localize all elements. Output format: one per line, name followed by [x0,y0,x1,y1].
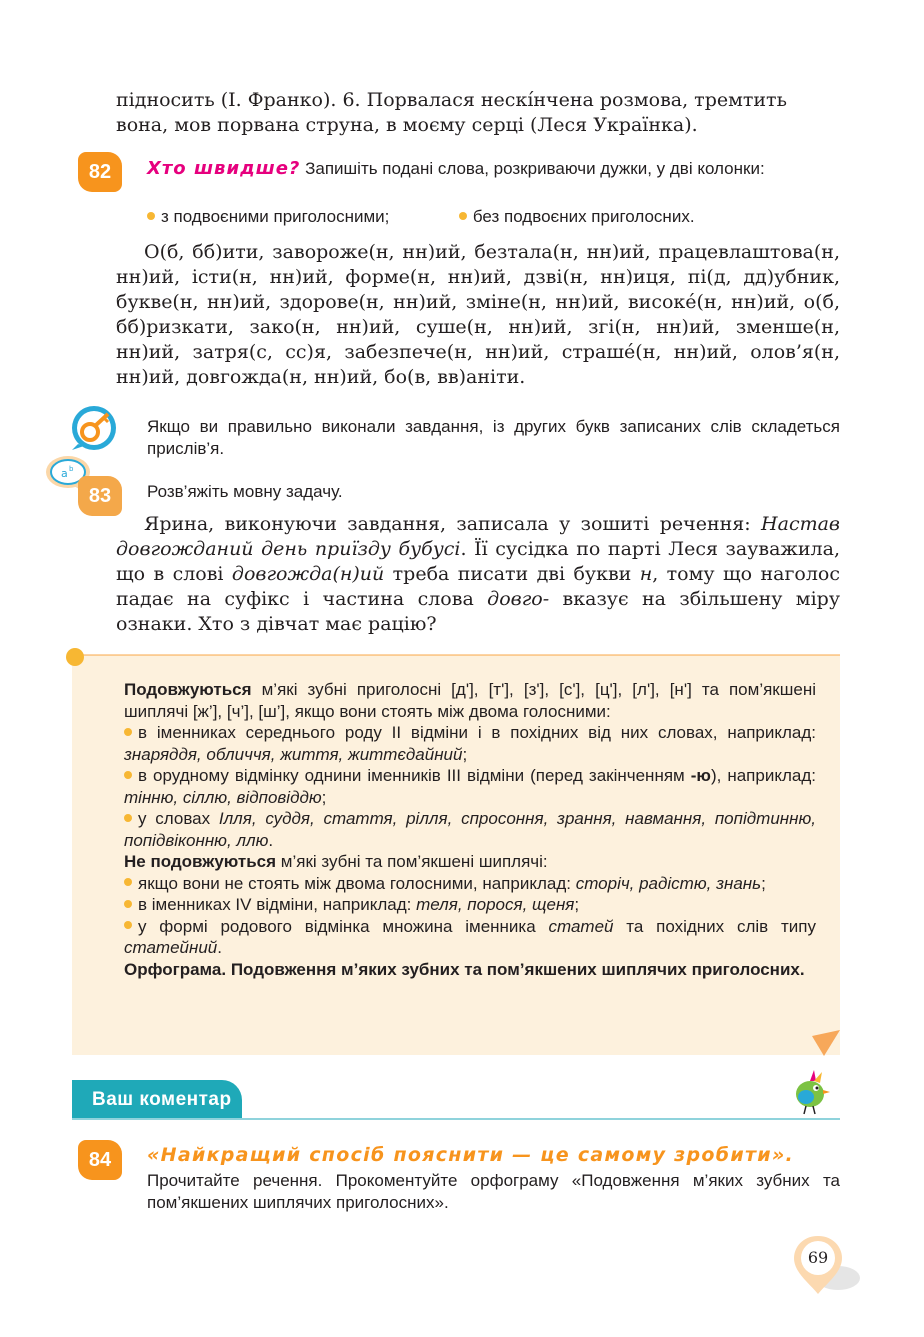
bullet-icon [124,814,132,822]
intro-line-1: підносить (І. Франко). 6. Порвалася нескі́нчена розмова, тремтить [116,89,787,111]
exercise-84-badge: 84 [78,1140,122,1180]
exercise-82-heading [147,158,840,180]
bullet-icon [124,728,132,736]
bullet-icon [124,771,132,779]
exercise-83-badge: 83 [78,476,122,516]
svg-text:b: b [69,465,74,473]
exercise-82-title: Хто швидше? [147,158,301,179]
exercise-84-instruction: Прочитайте речення. Прокоментуйте орфограму «Подовження м’яких зубних та пом’якшених шиплячих приголосних». [147,1171,840,1212]
bullet-icon [124,878,132,886]
rule-c3: у формі родового відмінка множина іменника статей та похідних слів типу статейний. [124,916,816,957]
rule-text [124,679,816,980]
bullet-icon [124,900,132,908]
key-icon [68,404,124,452]
exercise-82-badge: 82 [78,152,122,192]
exercise-82-instruction: Запишіть подані слова, розкриваючи дужки, у дві колонки: [300,159,765,178]
intro-continuation [116,88,840,138]
rule-summary: Орфограма. Подовження м’яких зубних та пом’якшених шиплячих приголосних. [124,959,805,979]
rule-p2: Не подовжуються м’які зубні та пом’якшені шиплячі: [124,852,548,871]
rule-b2: в орудному відмінку однини іменників ІІІ відміни (перед закінченням -ю), наприклад: тінню, сіллю, відповіддю; [124,766,816,807]
comment-label: Ваш коментар [72,1080,242,1120]
rule-p1: Подовжуються м’які зубні приголосні [д'], [т'], [з'], [с'], [ц'], [л'], [н'] та пом’якшені шиплячі [ж’], [ч’], [ш’], якщо вони стоять між двома голосними: [124,680,816,721]
rule-box-top-line [72,654,840,656]
page-number: 69 [807,1248,829,1267]
exercise-83-instruction: Розв’яжіть мовну задачу. [147,482,343,501]
bullet-icon [124,921,132,929]
exercise-84-quote: «Найкращий спосіб пояснити — це самому зробити». [147,1144,795,1166]
exercise-82-bullets [147,206,840,228]
rule-dot-icon [66,648,84,666]
bullet-icon [147,212,155,220]
rule-c1: якщо вони не стоять між двома голосними, наприклад: сторіч, радістю, знань; [124,873,816,895]
bullet-not-doubled: без подвоєних приголосних. [472,207,695,226]
bullet-icon [459,212,467,220]
rule-c2: в іменниках IV відміни, наприклад: теля, порося, щеня; [124,894,816,916]
rule-b1: в іменниках середнього роду ІІ відміни і в похідних від них словах, наприклад: знаряддя, обличчя, життя, життєдайний; [124,723,816,764]
comment-line [72,1118,840,1120]
bird-icon [786,1064,838,1116]
intro-line-2: вона, мов порвана струна, в моєму серці (Леся Українка). [116,114,698,136]
svg-text:a: a [61,467,68,480]
triangle-flag-icon [812,1030,840,1056]
exercise-83-text: Ярина, виконуючи завдання, записала у зошиті речення: Настав довгожданий день приїзду бубусі. Її сусідка по парті Леся зауважила, що в слові довгожда(н)ий треба писати дві букви н, тому що наголос падає на суфікс і частина слова довго- вказує на збільшену міру ознаки. Хто з дівчат має рацію? [116,513,840,635]
exercise-82-words: О(б, бб)ити, завороже(н, нн)ий, безтала(н, нн)ий, працевлаштова(н, нн)ий, істи(н, нн)ий, форме(н, нн)ий, дзві(н, нн)иця, пі(д, дд)убник, букве(н, нн)ий, здорове(н, нн)ий, зміне(н, нн)ий, високе́(н, нн)ий, о(б, бб)ризкати, зако(н, нн)ий, суше(н, нн)ий, згі(н, нн)ий, зменше(н, нн)ий, затря(с, сс)я, забезпече(н, нн)ий, страше́(н, нн)ий, олов’я(н, нн)ий, довгожда(н, нн)ий, бо(в, вв)аніти. [116,241,840,388]
key-note: Якщо ви правильно виконали завдання, із других букв записаних слів складеться прислів’я. [147,417,840,458]
rule-b3: у словах Ілля, суддя, стаття, рілля, спросоння, зрання, навмання, попідтинню, попідвіконню, ллю. [124,809,816,850]
bullet-doubled: з подвоєними приголосними; [161,207,390,226]
